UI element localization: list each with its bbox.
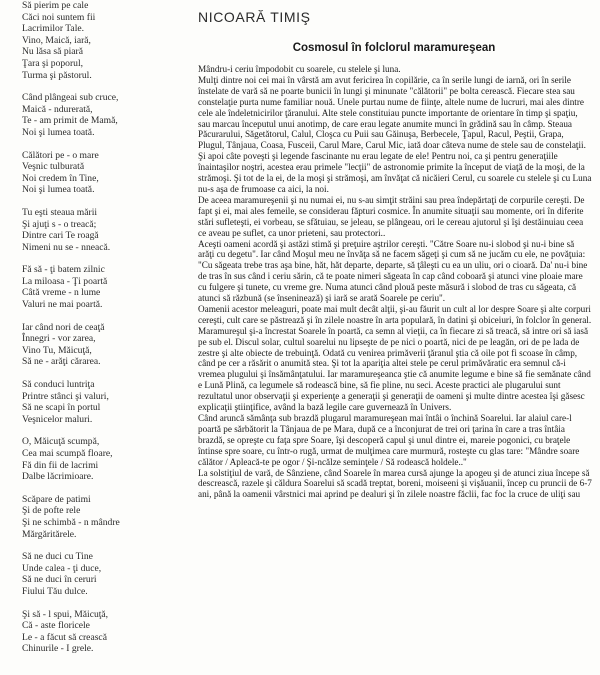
poem-line: Scăpare de patimi	[22, 493, 91, 505]
poem-stanza	[22, 494, 180, 540]
article-paragraph: Şi apoi câte poveşti şi legende fascinante nu erau legate de ele! Pentru noi, ca şi pentru generaţiile înaintaşilor noştri, acestea erau primele "lecţii" de astronomie primite la început de viaţă de la moşi, de la strămoşi. Şi tot de la ei, de la moşi şi strămoşi, am învăţat că nicăieri Cerul, cu soarele cu stelele şi cu Luna nu-s aşa de frumoase ca aici, la noi.	[198, 151, 592, 194]
poem-line: Fiului Tău dulce.	[22, 585, 88, 597]
poem-line: Să ne scapi în portul	[22, 402, 101, 414]
poem-line: Dalbe lăcrimioare.	[22, 471, 94, 483]
poem-line: Căci noi suntem fii	[22, 11, 96, 23]
poem-stanza	[22, 322, 180, 368]
poem-line: Şi ne schimbă - n mândre	[22, 516, 120, 528]
poem-line: Vino, Maică, iară,	[22, 34, 91, 46]
poem-line: Ţara şi poporul,	[22, 57, 84, 69]
article-paragraph: La solstiţiul de vară, de Sânziene, când Soarele în marea cursă ajunge la apogeu şi de atunci ziua începe să descrească, razele şi căldura Soarelui să scadă treptat, boreni, moiseeni şi vişăuanii, încep cu pruncii de 6-7 ani, până la oamenii vârstnici mai aprind pe dealuri şi în zilele noastre făclii, fac foc la cruce de uliţi sau	[198, 467, 592, 500]
poem-line: Fă să - ţi batem zilnic	[22, 264, 105, 276]
poem-line: Veşnic tulburată	[22, 161, 85, 173]
poem-line: Iar când nori de ceaţă	[22, 321, 105, 333]
poem-line: Le - a făcut să crească	[22, 631, 107, 643]
article-title: Cosmosul în folclorul maramureşean	[292, 42, 496, 54]
poem-line: Noi şi lumea toată.	[22, 184, 95, 196]
poem-line: Turma şi păstorul.	[22, 69, 92, 81]
poem-stanza	[22, 92, 180, 138]
poem-line: Unde calea - ţi duce,	[22, 562, 102, 574]
poem-stanza	[22, 207, 180, 253]
poem-line: Şi de pofte rele	[22, 505, 81, 517]
poem-line: Câtă vreme - n lume	[22, 287, 101, 299]
article-paragraph: Maramureşul şi-a încrestat Soarele în poartă, ca semn al vieţii, ca în fiecare zi să treacă, să intre ori să iasă pe sub el. Discul solar, cultul soarelui nu lipseşte de pe nici o poartă, nici de pe leagăn, ori de pe lada de zestre şi alte obiecte de trebuinţă. Odată cu venirea primăverii ţăranul ştia că oile pot fi scoase în câmp, când pe cer a răsărit o anumită stea. Şi tot la apariţia altei stele pe cerul primăvăratic era semnul că-i vremea plugului şi însămânţatului. Iar maramureşeanca ştie că anumite legume e bine să fie semănate când e Lună Plină, ca legumele să rodească bine, să fie pline, nu seci. Aceste practici ale plugarului sunt rezultatul unor observaţii şi experienţe a generaţii şi generaţii de oameni şi multe dintre acestea îşi găsesc explicaţii ştiinţifice, având la bază legile care guvernează în Univers.	[198, 325, 591, 413]
article-paragraph: Mulţi dintre noi cei mai în vârstă am avut fericirea în copilărie, ca în serile lungi de iarnă, ori în serile înstelate de vară să ne poarte bunicii în lungi şi minunate "călătorii" pe bolta cerească. Fiecare stea sau constelaţie purta nume familiar nouă. Unele purtau nume de fiinţe, altele nume de lucruri, mai ales dintre cele ale îndeletnicirilor ţăranului. Alte stele constituiau puncte importante de orientare în timp şi spaţiu, sau marcau începutul unui anotimp, de care erau legate anumite munci în grădină sau în câmp. Steaua Păcurarului, Săgetătorul, Calul, Cloşca cu Puii sau Găinuşa, Berbecele, Ţapul, Racul, Peştii, Grapa, Plugul, Tânjaua, Coasa, Fusceii, Carul Mare, Carul Mic, iată doar câteva nume de stele sau de constelaţii.	[198, 74, 586, 151]
poem-line: Dintre cari Te roagă	[22, 230, 99, 242]
poem-line: Vino Tu, Măicuţă,	[22, 344, 92, 356]
poem-line: Lacrimilor Tale.	[22, 23, 85, 35]
poem-line: Să ne duci cu Tine	[22, 551, 93, 563]
author-name: NICOARĂ TIMIŞ	[198, 9, 311, 25]
article-paragraph: Oamenii acestor meleaguri, poate mai mult decât alţii, şi-au făurit un cult al lor despre Soare şi alte corpuri cereşti, cult care se păstrează şi în zilele noastre în arta populară, în datini şi obiceiuri, în folclor în general.	[198, 303, 592, 325]
poem-stanza	[22, 264, 180, 310]
article-paragraph: Când aruncă sămânţa sub brazdă plugarul maramureşean mai întâi o închină Soarelui. Iar alaiul care-l poartă pe sărbătorit la Tânjaua de pe Mara, după ce a înconjurat de trei ori ţarina în care a tras întâia brazdă, se opreşte cu faţa spre Soare, îşi descoperă capul şi unul dintre ei, mareie pogonici, cu braţele întinse spre soare, cu într-o rugă, urmat de mulţimea care murmură, rosteşte cu glas tare: "Mândre soare călător / Apleacă-te pe ogor / Şi-ncălze seminţele / Să rodească holdele.."	[198, 413, 580, 467]
poem-line: Înnegri - vor zarea,	[22, 333, 96, 345]
poem-stanza	[22, 609, 180, 655]
poem-line: Noi şi lumea toată.	[22, 126, 95, 138]
poem-line: Mărgăritărele.	[22, 528, 77, 540]
poem-column	[22, 0, 180, 666]
poem-line: Te - am primit de Mamă,	[22, 115, 118, 127]
article-body	[198, 64, 592, 675]
poem-line: Să pierim pe cale	[22, 0, 89, 11]
poem-line: Printre stânci şi valuri,	[22, 390, 109, 402]
poem-line: Să conduci luntriţa	[22, 379, 95, 391]
poem-line: Să ne duci în ceruri	[22, 574, 97, 586]
poem-stanza	[22, 551, 180, 597]
poem-line: Că - aste floricele	[22, 620, 90, 632]
article-paragraph: De aceea maramureşenii şi nu numai ei, nu s-au simţit străini sau prea îndepărtaţi de corpurile cereşti. De fapt şi ei, mai ales femeile, se considerau făpturi cosmice. În anumite situaţii sau momente, ori în diferite stări sufleteşti, ei vorbeau, se sfătuiau, se jeleau, se plângeau, ori le cereau ajutorul şi îşi destăinuiau ceea ce aveau pe suflet, ca unor prieteni, sau protectori..	[198, 194, 585, 238]
poem-line: Maică - ndurerată,	[22, 103, 93, 115]
poem-line: O, Măicuţă scumpă,	[22, 436, 100, 448]
poem-line: Tu eşti steaua mării	[22, 206, 98, 218]
poem-stanza	[22, 379, 180, 425]
poem-line: Călători pe - o mare	[22, 149, 99, 161]
poem-line: Şi ajuţi s - o treacă;	[22, 218, 97, 230]
poem-line: Şi să - l spui, Măicuţă,	[22, 608, 109, 620]
poem-stanza	[22, 150, 180, 196]
poem-line: Veşnicelor maluri.	[22, 413, 93, 425]
poem-line: Nimeni nu se - nneacă.	[22, 241, 111, 253]
poem-line: Cea mai scumpă floare,	[22, 448, 113, 459]
poem-stanza	[22, 0, 180, 81]
poem-stanza	[22, 436, 180, 482]
poem-line: Chinurile - I grele.	[22, 643, 94, 655]
poem-line: Fă din fii de lacrimi	[22, 459, 99, 471]
poem-line: Să ne - arăţi cărarea.	[22, 356, 101, 368]
poem-line: Nu lăsa să piară	[22, 46, 84, 58]
poem-line: Valuri ne mai poartă.	[22, 299, 103, 311]
article-paragraph: Mândru-i ceriu împodobit cu soarele, cu stelele şi luna.	[198, 64, 401, 74]
article-paragraph: Aceşti oameni acordă şi astăzi stimă şi preţuire aştrilor cereşti. "Către Soare nu-i slobod şi nu-i bine să arăţi cu degetu". Iar când Moşul meu ne învăţa să ne facem săgeţi şi cum să ne jucăm cu ele, ne povăţuia: "Cu săgeata trebe tras aşa bine, hăt, hăt departe, departe, să ţâleşti cu ea un uliu, ori o cioară. Da' nu-i bine de tras în sus când i ceriu sărin, că te poate nimeri săgeata în cap când coboară şi atunci vine ploaie mare cu fulgere şi tunete, cu vreme gre. Numa atunci când plouă peste măsură i slobod de tras cu săgeata, că atunci să răzbună (se înseninează) şi iară se arată Soarele pe ceriu".	[198, 238, 588, 304]
poem-line: La miloasa - Ţi poartă	[22, 275, 108, 287]
poem-line: Când plângeai sub cruce,	[22, 92, 119, 104]
poem-line: Noi credem în Tine,	[22, 172, 99, 184]
